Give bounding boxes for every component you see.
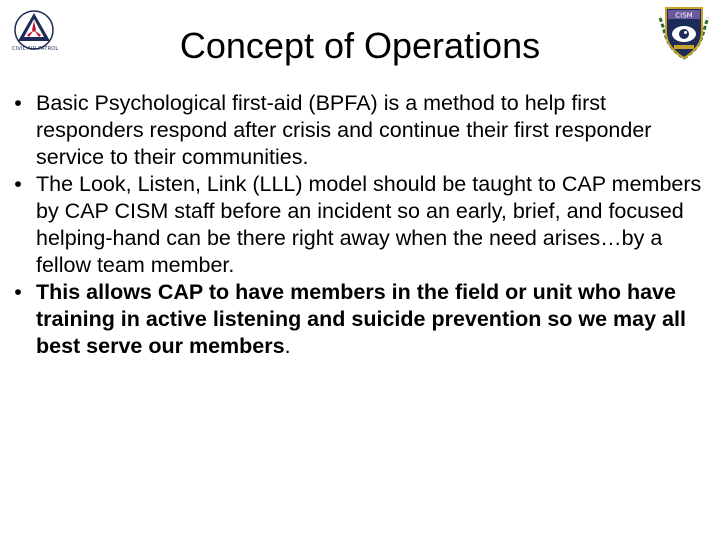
bullet-item xyxy=(8,279,708,360)
bullet-marker: • xyxy=(14,172,22,196)
slide-title: Concept of Operations xyxy=(179,25,541,66)
logo-left-caption: CIVIL AIR PATROL xyxy=(12,46,59,52)
bullet-text: The Look, Listen, Link (LLL) model should be taught to CAP members by CAP CISM staff before an incident so an early, brief, and focused helping-hand can be there right away when the need arises…by a fellow team member. xyxy=(36,172,702,277)
bullet-marker: • xyxy=(14,280,22,304)
bullet-text: Basic Psychological first-aid (BPFA) is a method to help first responders respond after crisis and continue their first responder service to their communities. xyxy=(36,91,652,169)
bullet-marker: • xyxy=(14,91,22,115)
bullet-text-suffix: . xyxy=(284,334,291,358)
bullet-item xyxy=(8,90,708,171)
bullet-list xyxy=(8,90,708,360)
cism-shield-label: CISM xyxy=(675,11,693,20)
bullet-item xyxy=(8,171,708,279)
bullet-text: This allows CAP to have members in the field or unit who have training in active listening and suicide prevention so we may all best serve our members xyxy=(36,280,686,358)
